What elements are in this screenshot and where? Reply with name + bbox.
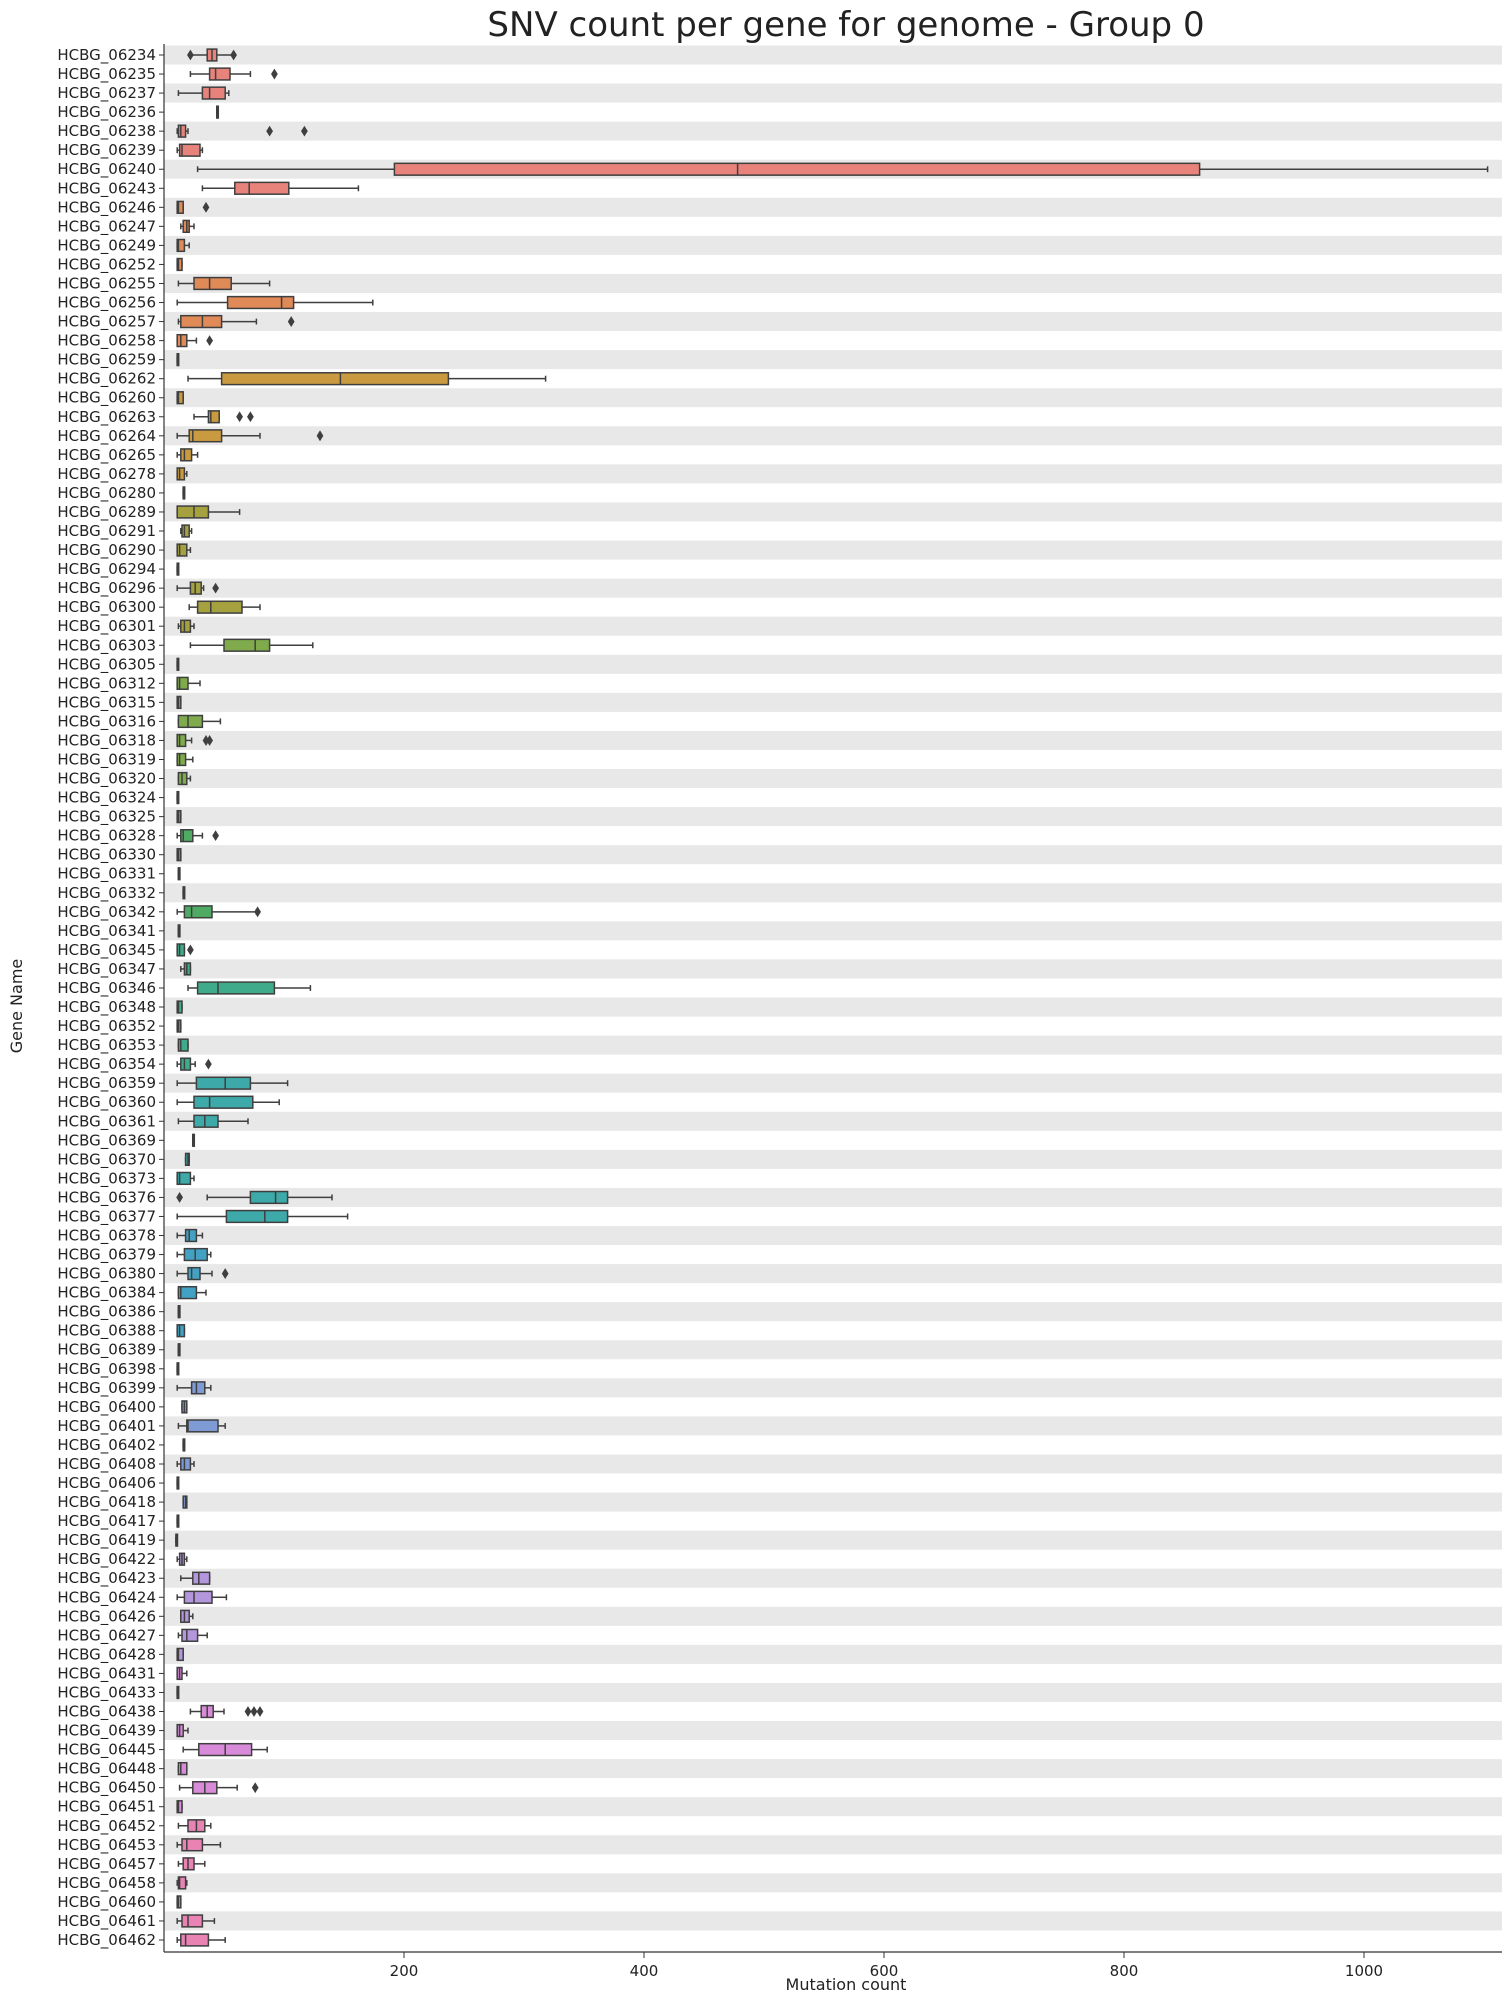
chart-title: SNV count per gene for genome - Group 0 <box>487 5 1205 45</box>
row-stripe <box>164 1569 1502 1588</box>
iqr-box <box>178 716 202 728</box>
y-tick-label: HCBG_06347 <box>57 959 156 978</box>
iqr-box <box>182 525 189 537</box>
y-tick-label: HCBG_06386 <box>57 1302 156 1321</box>
iqr-box <box>194 278 231 290</box>
box-HCBG_06424 <box>177 1591 226 1603</box>
box-HCBG_06418 <box>183 1496 187 1508</box>
iqr-box <box>178 1763 186 1775</box>
y-tick-label: HCBG_06424 <box>57 1588 156 1607</box>
y-tick-label: HCBG_06380 <box>57 1264 156 1283</box>
row-stripe <box>164 1607 1502 1626</box>
y-tick-label: HCBG_06239 <box>57 141 156 160</box>
box-HCBG_06239 <box>177 144 202 156</box>
y-tick-label: HCBG_06433 <box>57 1683 156 1702</box>
y-tick-label: HCBG_06289 <box>57 502 156 521</box>
box-HCBG_06342 <box>177 906 261 918</box>
row-stripe <box>164 807 1502 826</box>
y-tick-label: HCBG_06439 <box>57 1721 156 1740</box>
x-tick-label: 1000 <box>1344 1962 1384 1980</box>
box-HCBG_06300 <box>189 601 260 613</box>
y-tick-label: HCBG_06462 <box>57 1931 156 1949</box>
outlier-point <box>236 411 243 422</box>
box-HCBG_06419 <box>176 1534 178 1546</box>
box-HCBG_06462 <box>177 1934 225 1946</box>
iqr-box <box>177 544 187 556</box>
y-tick-label: HCBG_06359 <box>57 1074 156 1093</box>
outlier-point <box>257 1706 264 1717</box>
box-HCBG_06280 <box>183 487 185 499</box>
row-stripe <box>164 1036 1502 1055</box>
y-tick-label: HCBG_06423 <box>57 1569 156 1588</box>
box-HCBG_06427 <box>178 1629 207 1641</box>
row-stripe <box>164 1797 1502 1816</box>
y-tick-label: HCBG_06373 <box>57 1169 156 1188</box>
box-HCBG_06258 <box>177 335 213 347</box>
box-HCBG_06460 <box>177 1896 181 1908</box>
row-stripe <box>164 45 1502 64</box>
iqr-box <box>181 449 192 461</box>
box-HCBG_06377 <box>177 1211 347 1223</box>
y-tick-label: HCBG_06346 <box>57 978 156 997</box>
row-stripe <box>164 541 1502 560</box>
row-stripe <box>164 1873 1502 1892</box>
row-stripe <box>164 1759 1502 1778</box>
box-HCBG_06324 <box>177 792 179 804</box>
outlier-point <box>212 830 219 841</box>
box-HCBG_06353 <box>178 1039 188 1051</box>
box-HCBG_06438 <box>190 1706 263 1718</box>
row-stripe <box>164 883 1502 902</box>
y-tick-label: HCBG_06255 <box>57 274 156 293</box>
y-tick-label: HCBG_06452 <box>57 1816 156 1835</box>
y-tick-label: HCBG_06315 <box>57 693 156 712</box>
y-tick-label: HCBG_06448 <box>57 1759 156 1778</box>
y-tick-label: HCBG_06453 <box>57 1835 156 1854</box>
row-stripe <box>164 1645 1502 1664</box>
y-tick-label: HCBG_06408 <box>57 1454 156 1473</box>
y-tick-label: HCBG_06243 <box>57 179 156 198</box>
y-tick-label: HCBG_06406 <box>57 1474 156 1493</box>
row-stripe <box>164 579 1502 598</box>
box-HCBG_06262 <box>188 373 546 385</box>
outlier-point <box>251 1706 258 1717</box>
box-HCBG_06259 <box>177 354 179 366</box>
y-tick-label: HCBG_06460 <box>57 1892 156 1911</box>
row-stripe <box>164 959 1502 978</box>
iqr-box <box>181 1058 191 1070</box>
y-tick-label: HCBG_06458 <box>57 1873 156 1892</box>
iqr-box <box>189 430 221 442</box>
y-tick-label: HCBG_06240 <box>57 160 156 179</box>
row-stripe <box>164 84 1502 103</box>
row-stripe <box>164 1188 1502 1207</box>
row-stripe <box>164 1302 1502 1321</box>
iqr-box <box>187 1420 218 1432</box>
iqr-box <box>394 163 1199 175</box>
outlier-point <box>206 335 213 346</box>
y-tick-label: HCBG_06290 <box>57 541 156 560</box>
y-tick-label: HCBG_06431 <box>57 1664 156 1683</box>
row-stripe <box>164 1226 1502 1245</box>
iqr-box <box>177 944 184 956</box>
iqr-box <box>222 373 449 385</box>
y-tick-label: HCBG_06328 <box>57 826 156 845</box>
iqr-box <box>182 1629 198 1641</box>
y-tick-label: HCBG_06320 <box>57 769 156 788</box>
iqr-box <box>182 1915 202 1927</box>
x-tick-label: 200 <box>389 1962 419 1980</box>
y-tick-label: HCBG_06300 <box>57 598 156 617</box>
iqr-box <box>184 1591 212 1603</box>
iqr-box <box>184 906 212 918</box>
y-tick-label: HCBG_06247 <box>57 217 156 236</box>
iqr-box <box>250 1192 287 1204</box>
y-tick-label: HCBG_06353 <box>57 1036 156 1055</box>
iqr-box <box>226 1211 287 1223</box>
row-stripe <box>164 1454 1502 1473</box>
y-tick-label: HCBG_06257 <box>57 312 156 331</box>
iqr-box <box>192 1382 205 1394</box>
y-tick-label: HCBG_06265 <box>57 445 156 464</box>
box-HCBG_06305 <box>177 658 179 670</box>
row-stripe <box>164 1074 1502 1093</box>
y-tick-label: HCBG_06379 <box>57 1245 156 1264</box>
y-tick-label: HCBG_06401 <box>57 1416 156 1435</box>
iqr-box <box>177 754 185 766</box>
y-tick-label: HCBG_06461 <box>57 1911 156 1930</box>
box-HCBG_06303 <box>190 639 312 651</box>
y-tick-label: HCBG_06352 <box>57 1017 156 1036</box>
y-tick-label: HCBG_06389 <box>57 1340 156 1359</box>
y-tick-label: HCBG_06384 <box>57 1283 156 1302</box>
outlier-point <box>245 1706 252 1717</box>
y-tick-label: HCBG_06418 <box>57 1493 156 1512</box>
row-stripe <box>164 502 1502 521</box>
row-stripe <box>164 1150 1502 1169</box>
y-tick-label: HCBG_06252 <box>57 255 156 274</box>
box-HCBG_06384 <box>178 1287 206 1299</box>
y-tick-label: HCBG_06438 <box>57 1702 156 1721</box>
row-stripe <box>164 655 1502 674</box>
y-tick-label: HCBG_06262 <box>57 369 156 388</box>
box-HCBG_06370 <box>186 1153 190 1165</box>
box-HCBG_06389 <box>178 1344 180 1356</box>
box-HCBG_06330 <box>177 849 181 861</box>
y-tick-label: HCBG_06451 <box>57 1797 156 1816</box>
box-HCBG_06398 <box>177 1363 179 1375</box>
y-tick-label: HCBG_06342 <box>57 902 156 921</box>
iqr-box <box>177 1325 184 1337</box>
box-HCBG_06388 <box>177 1325 184 1337</box>
iqr-box <box>210 68 230 80</box>
y-tick-label: HCBG_06377 <box>57 1207 156 1226</box>
box-HCBG_06445 <box>183 1744 267 1756</box>
iqr-box <box>177 506 208 518</box>
row-stripe <box>164 1911 1502 1930</box>
box-HCBG_06431 <box>177 1668 187 1680</box>
row-stripe <box>164 998 1502 1017</box>
y-tick-label: HCBG_06419 <box>57 1531 156 1550</box>
box-HCBG_06379 <box>177 1249 211 1261</box>
y-tick-label: HCBG_06258 <box>57 331 156 350</box>
y-tick-labels <box>57 46 164 1950</box>
iqr-box <box>193 1572 210 1584</box>
y-tick-label: HCBG_06450 <box>57 1778 156 1797</box>
y-tick-label: HCBG_06259 <box>57 350 156 369</box>
box-HCBG_06369 <box>193 1134 195 1146</box>
x-axis-label: Mutation count <box>785 1975 907 1994</box>
y-tick-label: HCBG_06301 <box>57 617 156 636</box>
box-HCBG_06332 <box>183 887 185 899</box>
y-tick-label: HCBG_06360 <box>57 1093 156 1112</box>
box-HCBG_06325 <box>177 811 181 823</box>
iqr-box <box>177 335 187 347</box>
row-stripe <box>164 388 1502 407</box>
y-tick-label: HCBG_06378 <box>57 1226 156 1245</box>
y-tick-label: HCBG_06294 <box>57 560 156 579</box>
row-stripe <box>164 1531 1502 1550</box>
y-tick-label: HCBG_06400 <box>57 1397 156 1416</box>
y-tick-label: HCBG_06325 <box>57 807 156 826</box>
box-HCBG_06422 <box>177 1553 187 1565</box>
y-tick-label: HCBG_06238 <box>57 122 156 141</box>
y-tick-label: HCBG_06246 <box>57 198 156 217</box>
iqr-box <box>198 982 275 994</box>
row-stripe <box>164 350 1502 369</box>
y-axis-label: Gene Name <box>7 958 26 1054</box>
box-HCBG_06428 <box>177 1648 183 1660</box>
box-HCBG_06265 <box>177 449 197 461</box>
y-tick-label: HCBG_06370 <box>57 1150 156 1169</box>
box-HCBG_06252 <box>177 259 182 271</box>
box-HCBG_06316 <box>178 716 220 728</box>
y-tick-label: HCBG_06264 <box>57 426 156 445</box>
row-stripe <box>164 122 1502 141</box>
outlier-point <box>271 69 278 80</box>
row-stripe <box>164 731 1502 750</box>
box-HCBG_06457 <box>178 1858 204 1870</box>
y-tick-label: HCBG_06318 <box>57 731 156 750</box>
y-tick-label: HCBG_06402 <box>57 1435 156 1454</box>
y-tick-label: HCBG_06417 <box>57 1512 156 1531</box>
iqr-box <box>181 620 191 632</box>
box-HCBG_06450 <box>180 1782 259 1794</box>
y-tick-label: HCBG_06428 <box>57 1645 156 1664</box>
y-tick-label: HCBG_06291 <box>57 522 156 541</box>
y-tick-label: HCBG_06341 <box>57 921 156 940</box>
y-tick-label: HCBG_06305 <box>57 655 156 674</box>
row-stripe <box>164 1683 1502 1702</box>
row-stripes <box>164 45 1502 1930</box>
y-tick-label: HCBG_06236 <box>57 103 156 122</box>
box-HCBG_06348 <box>177 1001 182 1013</box>
outlier-point <box>252 1782 259 1793</box>
row-stripe <box>164 1721 1502 1740</box>
box-HCBG_06341 <box>178 925 180 937</box>
y-tick-label: HCBG_06399 <box>57 1378 156 1397</box>
row-stripe <box>164 1340 1502 1359</box>
y-tick-label: HCBG_06235 <box>57 65 156 84</box>
y-tick-label: HCBG_06249 <box>57 236 156 255</box>
y-tick-label: HCBG_06319 <box>57 750 156 769</box>
box-HCBG_06247 <box>181 220 194 232</box>
iqr-box <box>228 297 294 309</box>
iqr-box <box>177 468 184 480</box>
iqr-box <box>181 1458 191 1470</box>
y-tick-label: HCBG_06345 <box>57 940 156 959</box>
y-tick-label: HCBG_06348 <box>57 998 156 1017</box>
box-HCBG_06312 <box>177 677 200 689</box>
outlier-point <box>205 1059 212 1070</box>
y-tick-label: HCBG_06330 <box>57 845 156 864</box>
box-HCBG_06448 <box>178 1763 186 1775</box>
box-HCBG_06346 <box>188 982 310 994</box>
row-stripe <box>164 845 1502 864</box>
x-tick-label: 800 <box>1109 1962 1139 1980</box>
outlier-point <box>247 411 254 422</box>
outlier-point <box>254 906 261 917</box>
row-stripe <box>164 617 1502 636</box>
box-HCBG_06451 <box>177 1801 182 1813</box>
iqr-box <box>198 601 242 613</box>
iqr-box <box>177 735 185 747</box>
y-tick-label: HCBG_06324 <box>57 788 156 807</box>
box-HCBG_06345 <box>177 944 194 956</box>
box-HCBG_06452 <box>178 1820 210 1832</box>
iqr-box <box>188 1268 200 1280</box>
box-HCBG_06256 <box>177 297 373 309</box>
y-tick-label: HCBG_06332 <box>57 883 156 902</box>
box-HCBG_06458 <box>177 1877 187 1889</box>
x-tick-label: 400 <box>629 1962 659 1980</box>
iqr-box <box>235 182 289 194</box>
row-stripe <box>164 1112 1502 1131</box>
box-HCBG_06402 <box>183 1439 185 1451</box>
y-tick-label: HCBG_06234 <box>57 46 156 64</box>
row-stripe <box>164 1835 1502 1854</box>
y-tick-label: HCBG_06316 <box>57 712 156 731</box>
iqr-box <box>224 639 270 651</box>
y-tick-label: HCBG_06237 <box>57 84 156 103</box>
iqr-box <box>181 316 222 328</box>
row-stripe <box>164 769 1502 788</box>
y-tick-label: HCBG_06422 <box>57 1550 156 1569</box>
box-HCBG_06354 <box>177 1058 212 1070</box>
row-stripe <box>164 464 1502 483</box>
y-tick-label: HCBG_06457 <box>57 1854 156 1873</box>
y-tick-label: HCBG_06312 <box>57 674 156 693</box>
box-HCBG_06328 <box>177 830 219 842</box>
box-HCBG_06260 <box>177 392 183 404</box>
row-stripe <box>164 312 1502 331</box>
box-HCBG_06294 <box>177 563 179 575</box>
y-tick-label: HCBG_06280 <box>57 483 156 502</box>
iqr-box <box>177 677 188 689</box>
outlier-point <box>187 944 194 955</box>
box-HCBG_06331 <box>178 868 180 880</box>
y-tick-label: HCBG_06427 <box>57 1626 156 1645</box>
box-HCBG_06433 <box>177 1687 179 1699</box>
box-HCBG_06243 <box>202 182 358 194</box>
box-HCBG_06360 <box>177 1096 279 1108</box>
row-stripe <box>164 1264 1502 1283</box>
box-HCBG_06263 <box>194 411 254 423</box>
iqr-box <box>208 411 219 423</box>
iqr-box <box>178 1039 188 1051</box>
box-HCBG_06417 <box>177 1515 179 1527</box>
y-tick-label: HCBG_06278 <box>57 464 156 483</box>
iqr-box <box>178 125 185 137</box>
row-stripe <box>164 274 1502 293</box>
row-stripe <box>164 236 1502 255</box>
iqr-box <box>186 1230 197 1242</box>
y-tick-label: HCBG_06388 <box>57 1321 156 1340</box>
box-HCBG_06315 <box>177 696 181 708</box>
row-stripe <box>164 1493 1502 1512</box>
y-tick-label: HCBG_06376 <box>57 1188 156 1207</box>
y-tick-label: HCBG_06331 <box>57 864 156 883</box>
y-tick-label: HCBG_06296 <box>57 579 156 598</box>
y-tick-label: HCBG_06398 <box>57 1359 156 1378</box>
y-tick-label: HCBG_06361 <box>57 1112 156 1131</box>
y-tick-label: HCBG_06369 <box>57 1131 156 1150</box>
row-stripe <box>164 198 1502 217</box>
box-HCBG_06406 <box>177 1477 179 1489</box>
y-tick-label: HCBG_06263 <box>57 407 156 426</box>
iqr-box <box>194 1115 218 1127</box>
box-HCBG_06319 <box>177 754 193 766</box>
iqr-box <box>194 1096 253 1108</box>
box-HCBG_06291 <box>181 525 192 537</box>
row-stripe <box>164 1378 1502 1397</box>
row-stripe <box>164 921 1502 940</box>
row-stripe <box>164 693 1502 712</box>
box-HCBG_06352 <box>177 1020 181 1032</box>
iqr-box <box>202 87 225 99</box>
box-HCBG_06386 <box>178 1306 180 1318</box>
x-tick-label: 600 <box>869 1962 899 1980</box>
iqr-box <box>196 1077 250 1089</box>
y-tick-label: HCBG_06303 <box>57 636 156 655</box>
row-stripe <box>164 1416 1502 1435</box>
box-HCBG_06400 <box>182 1401 187 1413</box>
box-HCBG_06235 <box>190 68 277 80</box>
y-tick-label: HCBG_06256 <box>57 293 156 312</box>
y-tick-label: HCBG_06354 <box>57 1055 156 1074</box>
y-tick-label: HCBG_06445 <box>57 1740 156 1759</box>
row-stripe <box>164 426 1502 445</box>
box-HCBG_06236 <box>217 106 219 118</box>
box-HCBG_06373 <box>177 1172 194 1184</box>
y-tick-label: HCBG_06260 <box>57 388 156 407</box>
y-tick-label: HCBG_06426 <box>57 1607 156 1626</box>
iqr-box <box>182 1839 202 1851</box>
